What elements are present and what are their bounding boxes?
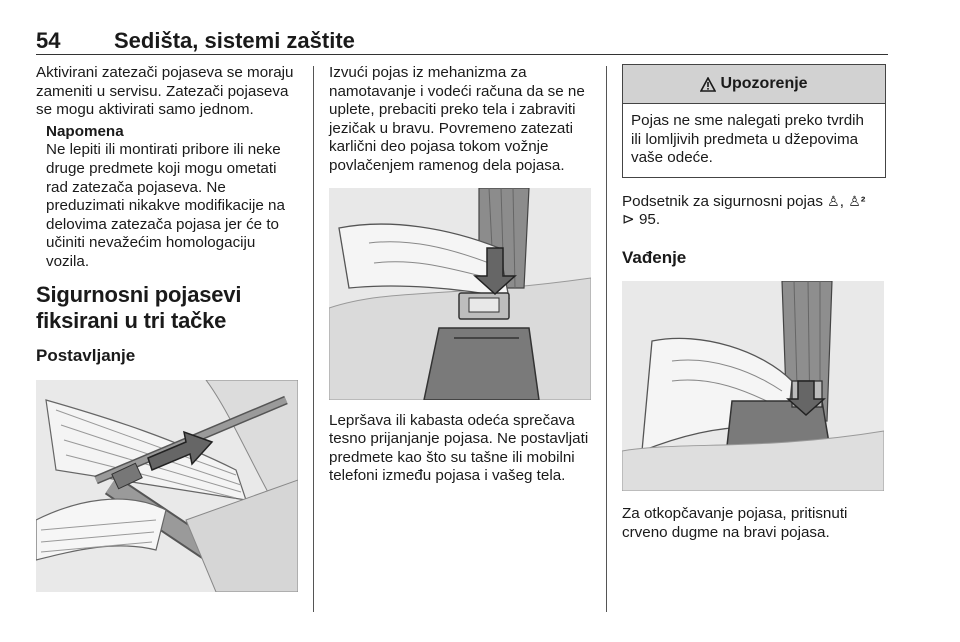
note-block <box>36 123 300 272</box>
seatbelt-fastening-illustration <box>36 380 298 592</box>
figure-buckle-release <box>622 281 884 491</box>
column-right <box>622 64 886 542</box>
seatbelt-reminder-rear-icon: ♙² <box>848 192 866 209</box>
warning-body <box>623 104 885 177</box>
column-left <box>36 64 300 592</box>
note-title: Napomena <box>46 122 124 140</box>
seatbelt-reminder-icon: ♙ <box>827 192 840 209</box>
column-divider <box>313 66 314 612</box>
page-reference-arrow-icon: ⊳ <box>622 211 635 229</box>
subsection-title-fastening: Postavljanje <box>36 345 136 365</box>
warning-text: Pojas ne sme nalegati preko tvrdih ili lomljivih predmeta u džepovima vaše odeće. <box>631 112 865 167</box>
instructions-paragraph: Izvući pojas iz mehanizma za namotavanje i vodeći računa da se ne uplete, prebaciti preko tela i zabraviti jezičak u bravu. Povremeno zatezati karlični deo pojasa tokom vožnje povlačenjem ramenog dela pojasa. <box>329 64 585 174</box>
chapter-title: Sedišta, sistemi zaštite <box>114 28 355 53</box>
warning-box <box>622 64 886 178</box>
note-text: Ne lepiti ili montirati pribore ili neke druge predmete koji mogu ometati rad zatezača pojaseva. Ne preduzimati nikakve modifikacije na delovima zatezača pojasa jer će to učiniti nevažećim homologaciju vozila. <box>46 141 285 270</box>
buckle-release-illustration <box>622 281 884 491</box>
warning-title: Upozorenje <box>720 75 808 92</box>
reminder-paragraph: Podsetnik za sigurnosni pojas ♙, ♙² ⊳ 95. <box>622 192 866 229</box>
clothing-note-paragraph: Lepršava ili kabasta odeća sprečava tesno prijanjanje pojasa. Ne postavljati predmete kao što su tašne ili mobilni telefoni između pojasa i vašeg tela. <box>329 411 589 485</box>
warning-header <box>623 65 885 104</box>
column-middle <box>329 64 595 486</box>
subsection-title-unfastening: Vađenje <box>622 247 687 267</box>
column-divider <box>606 66 607 612</box>
reminder-text: Podsetnik za sigurnosni pojas <box>622 192 823 210</box>
unfasten-caption: Za otkopčavanje pojasa, pritisnuti crveno dugme na bravi pojasa. <box>622 504 848 541</box>
buckle-insert-illustration <box>329 188 591 400</box>
intro-paragraph: Aktivirani zatezači pojaseva se moraju zameniti u servisu. Zatezači pojaseva se mogu aktivirati samo jednom. <box>36 64 294 119</box>
section-title: Sigurnosni pojasevi fiksirani u tri tačke <box>36 281 242 333</box>
figure-buckle-insert <box>329 188 591 400</box>
warning-triangle-icon <box>700 77 716 92</box>
page-number: 54 <box>36 28 61 53</box>
page-header <box>36 30 888 55</box>
figure-fastening-belt <box>36 380 298 592</box>
reminder-page-reference[interactable]: 95. <box>638 211 661 229</box>
